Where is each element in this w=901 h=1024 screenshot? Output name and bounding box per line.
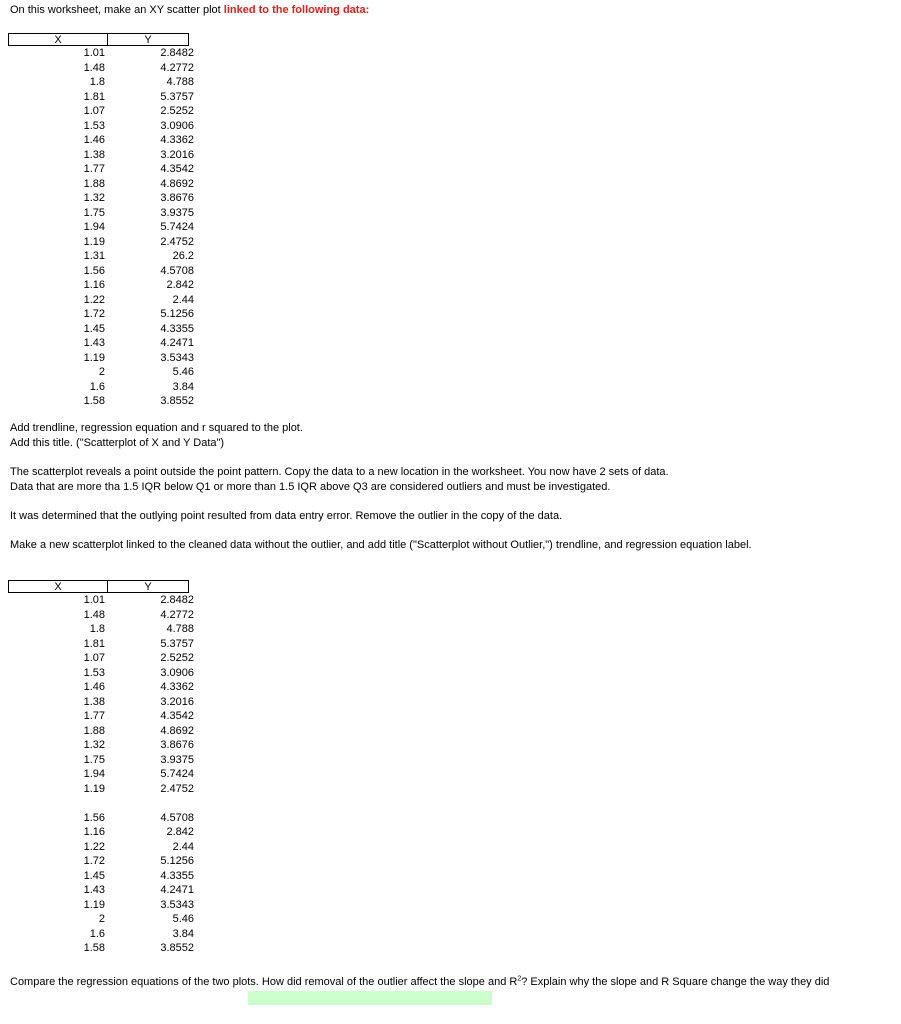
cell-y[interactable]: 5.7424 xyxy=(160,221,194,233)
cell-y[interactable]: 5.3757 xyxy=(160,90,194,103)
data-table-original xyxy=(8,33,194,409)
cell-y[interactable]: 2.5252 xyxy=(160,652,194,664)
question-superscript: 2 xyxy=(517,975,522,983)
cell-y[interactable]: 3.0906 xyxy=(160,666,194,679)
table-row xyxy=(8,912,194,927)
cell-y[interactable]: 4.8692 xyxy=(160,177,194,190)
cell-y[interactable]: 4.3362 xyxy=(160,134,194,146)
cell-y[interactable]: 5.3757 xyxy=(160,637,194,650)
cell-x[interactable]: 1.72 xyxy=(83,855,105,867)
cell-x[interactable]: 1.8 xyxy=(89,76,105,88)
table-row xyxy=(8,191,194,206)
table-row xyxy=(8,365,194,380)
cell-y[interactable]: 4.2772 xyxy=(160,61,194,74)
answer-cell[interactable] xyxy=(248,991,492,1005)
intro-prefix: On this worksheet, make an XY scatter plot xyxy=(10,4,224,16)
cell-y[interactable]: 4.5708 xyxy=(160,811,194,824)
table-body xyxy=(8,46,194,409)
cell-y[interactable]: 5.46 xyxy=(172,366,194,378)
cell-y[interactable]: 4.5708 xyxy=(160,264,194,277)
cell-x[interactable]: 1.58 xyxy=(83,395,105,407)
cell-y[interactable]: 4.3355 xyxy=(160,322,194,335)
cell-x[interactable]: 1.45 xyxy=(83,322,105,335)
table-row xyxy=(8,927,194,942)
instruction-new-plot: Make a new scatterplot linked to the cleaned data without the outlier, and add title ("Scatterplot without Outlier,") trendline, and regression equation label. xyxy=(10,539,752,551)
cell-x[interactable]: 1.48 xyxy=(83,608,105,621)
table-row xyxy=(8,104,194,119)
table-row xyxy=(8,782,194,797)
table-row xyxy=(8,680,194,695)
cell-x[interactable]: 1.45 xyxy=(83,869,105,882)
instruction-outlier-reveal: The scatterplot reveals a point outside the point pattern. Copy the data to a new location in the worksheet. You now have 2 sets of data. xyxy=(10,466,669,478)
cell-y[interactable]: 2.44 xyxy=(172,293,194,306)
cell-y[interactable]: 2.5252 xyxy=(160,105,194,117)
cell-y[interactable]: 3.5343 xyxy=(160,351,194,364)
cell-x[interactable]: 1.22 xyxy=(83,840,105,853)
table-row xyxy=(8,235,194,250)
instruction-trendline: Add trendline, regression equation and r squared to the plot. xyxy=(10,422,303,434)
table-row xyxy=(8,593,194,608)
cell-y[interactable]: 4.3542 xyxy=(160,163,194,175)
table-body-top xyxy=(8,593,194,796)
cell-y[interactable]: 3.84 xyxy=(172,927,194,940)
table-row xyxy=(8,854,194,869)
table-row xyxy=(8,608,194,623)
cell-x[interactable]: 2 xyxy=(98,366,105,378)
cell-x[interactable]: 1.46 xyxy=(83,681,105,693)
instruction-iqr-rule: Data that are more tha 1.5 IQR below Q1 or more than 1.5 IQR above Q3 are considered outliers and must be investigated. xyxy=(10,481,611,493)
cell-y[interactable]: 3.0906 xyxy=(160,119,194,132)
cell-y[interactable]: 2.44 xyxy=(172,840,194,853)
cell-x[interactable]: 1.16 xyxy=(83,826,105,838)
table-row xyxy=(8,90,194,105)
table-row xyxy=(8,840,194,855)
cell-y[interactable]: 3.8552 xyxy=(160,395,194,407)
cell-x[interactable]: 1.94 xyxy=(83,768,105,780)
cell-y[interactable]: 4.3355 xyxy=(160,869,194,882)
table-row xyxy=(8,651,194,666)
cell-x[interactable]: 1.01 xyxy=(83,594,105,606)
header-x: X xyxy=(54,581,62,593)
cell-y[interactable]: 5.1256 xyxy=(160,855,194,867)
table-header xyxy=(8,580,189,593)
empty-row xyxy=(8,796,189,811)
cell-y[interactable]: 2.4752 xyxy=(160,235,194,248)
table-row xyxy=(8,264,194,279)
cell-x[interactable]: 1.77 xyxy=(83,710,105,722)
cell-x[interactable]: 1.38 xyxy=(83,695,105,708)
table-row xyxy=(8,75,194,90)
table-row xyxy=(8,898,194,913)
table-row xyxy=(8,394,194,409)
intro-highlight: linked to the following data: xyxy=(223,4,370,16)
cell-x[interactable]: 1.75 xyxy=(83,753,105,766)
cell-y[interactable]: 5.7424 xyxy=(160,768,194,780)
cell-x[interactable]: 1.19 xyxy=(83,351,105,364)
table-row xyxy=(8,249,194,264)
cell-x[interactable]: 1.77 xyxy=(83,163,105,175)
cell-y[interactable]: 4.3362 xyxy=(160,681,194,693)
table-row xyxy=(8,148,194,163)
cell-y[interactable]: 2.4752 xyxy=(160,782,194,795)
table-row xyxy=(8,709,194,724)
table-row xyxy=(8,622,194,637)
cell-y[interactable]: 3.9375 xyxy=(160,206,194,219)
cell-x[interactable]: 1.22 xyxy=(83,293,105,306)
question-after: ? Explain why the slope and R Square change the way they did xyxy=(521,976,830,988)
table-row xyxy=(8,351,194,366)
question-before: Compare the regression equations of the two plots. How did removal of the outlier affect the slope and R xyxy=(10,976,518,988)
cell-x[interactable]: 1.32 xyxy=(83,192,105,204)
question-text xyxy=(10,976,829,989)
cell-y[interactable]: 4.2471 xyxy=(160,337,194,349)
cell-x[interactable]: 1.43 xyxy=(83,884,105,896)
table-row xyxy=(8,336,194,351)
cell-x[interactable]: 1.19 xyxy=(83,782,105,795)
cell-y[interactable]: 2.842 xyxy=(166,826,194,838)
cell-x[interactable]: 1.94 xyxy=(83,221,105,233)
cell-y[interactable]: 3.2016 xyxy=(160,148,194,161)
table-body-bottom xyxy=(8,811,194,956)
table-row xyxy=(8,220,194,235)
cell-x[interactable]: 1.81 xyxy=(83,637,105,650)
intro-text xyxy=(10,4,369,17)
cell-x[interactable]: 1.07 xyxy=(83,652,105,664)
cell-y[interactable]: 2.8482 xyxy=(160,594,194,606)
cell-y[interactable]: 3.8676 xyxy=(160,739,194,751)
cell-y[interactable]: 26.2 xyxy=(172,250,194,262)
cell-x[interactable]: 1.56 xyxy=(83,811,105,824)
cell-x[interactable]: 1.56 xyxy=(83,264,105,277)
cell-y[interactable]: 3.5343 xyxy=(160,898,194,911)
cell-x[interactable]: 1.32 xyxy=(83,739,105,751)
table-row xyxy=(8,637,194,652)
cell-x[interactable]: 1.81 xyxy=(83,90,105,103)
cell-x[interactable]: 1.01 xyxy=(83,47,105,59)
cell-y[interactable]: 4.8692 xyxy=(160,724,194,737)
cell-x[interactable]: 1.53 xyxy=(83,119,105,132)
cell-x[interactable]: 1.88 xyxy=(83,724,105,737)
cell-y[interactable]: 3.9375 xyxy=(160,753,194,766)
table-row xyxy=(8,767,194,782)
cell-x[interactable]: 1.19 xyxy=(83,235,105,248)
cell-y[interactable]: 5.1256 xyxy=(160,308,194,320)
cell-y[interactable]: 4.3542 xyxy=(160,710,194,722)
cell-x[interactable]: 1.8 xyxy=(89,623,105,635)
cell-x[interactable]: 1.46 xyxy=(83,134,105,146)
cell-x[interactable]: 1.38 xyxy=(83,148,105,161)
table-row xyxy=(8,753,194,768)
cell-y[interactable]: 3.2016 xyxy=(160,695,194,708)
table-row xyxy=(8,307,194,322)
table-header xyxy=(8,33,189,46)
table-row xyxy=(8,61,194,76)
cell-x[interactable]: 1.88 xyxy=(83,177,105,190)
table-row xyxy=(8,825,194,840)
table-row xyxy=(8,322,194,337)
cell-x[interactable]: 1.6 xyxy=(89,380,105,393)
cell-y[interactable]: 3.8676 xyxy=(160,192,194,204)
table-row xyxy=(8,695,194,710)
cell-x[interactable]: 1.31 xyxy=(83,250,105,262)
cell-x[interactable]: 1.53 xyxy=(83,666,105,679)
cell-y[interactable]: 5.46 xyxy=(172,913,194,925)
cell-x[interactable]: 1.19 xyxy=(83,898,105,911)
table-row xyxy=(8,177,194,192)
table-row xyxy=(8,941,194,956)
cell-y[interactable]: 4.2471 xyxy=(160,884,194,896)
cell-x[interactable]: 2 xyxy=(98,913,105,925)
cell-x[interactable]: 1.58 xyxy=(83,942,105,954)
instruction-title: Add this title. ("Scatterplot of X and Y Data") xyxy=(10,437,225,449)
table-row xyxy=(8,738,194,753)
header-x: X xyxy=(54,34,62,46)
cell-x[interactable]: 1.6 xyxy=(89,927,105,940)
table-row xyxy=(8,666,194,681)
header-y: Y xyxy=(144,34,152,46)
table-row xyxy=(8,293,194,308)
table-row xyxy=(8,133,194,148)
table-row xyxy=(8,869,194,884)
cell-x[interactable]: 1.43 xyxy=(83,337,105,349)
cell-y[interactable]: 4.2772 xyxy=(160,608,194,621)
cell-y[interactable]: 4.788 xyxy=(166,623,194,635)
instruction-remove-outlier: It was determined that the outlying point resulted from data entry error. Remove the outlier in the copy of the data. xyxy=(10,510,563,522)
cell-y[interactable]: 4.788 xyxy=(166,76,194,88)
table-row xyxy=(8,811,194,826)
cell-x[interactable]: 1.75 xyxy=(83,206,105,219)
table-row xyxy=(8,162,194,177)
table-row xyxy=(8,46,194,61)
cell-y[interactable]: 2.8482 xyxy=(160,47,194,59)
table-row xyxy=(8,724,194,739)
cell-x[interactable]: 1.48 xyxy=(83,61,105,74)
cell-y[interactable]: 2.842 xyxy=(166,279,194,291)
cell-y[interactable]: 3.8552 xyxy=(160,942,194,954)
cell-x[interactable]: 1.72 xyxy=(83,308,105,320)
table-row xyxy=(8,883,194,898)
table-row xyxy=(8,206,194,221)
data-table-cleaned xyxy=(8,580,194,956)
cell-x[interactable]: 1.16 xyxy=(83,279,105,291)
table-row xyxy=(8,380,194,395)
cell-y[interactable]: 3.84 xyxy=(172,380,194,393)
header-y: Y xyxy=(144,581,152,593)
table-row xyxy=(8,119,194,134)
cell-x[interactable]: 1.07 xyxy=(83,105,105,117)
table-row xyxy=(8,278,194,293)
